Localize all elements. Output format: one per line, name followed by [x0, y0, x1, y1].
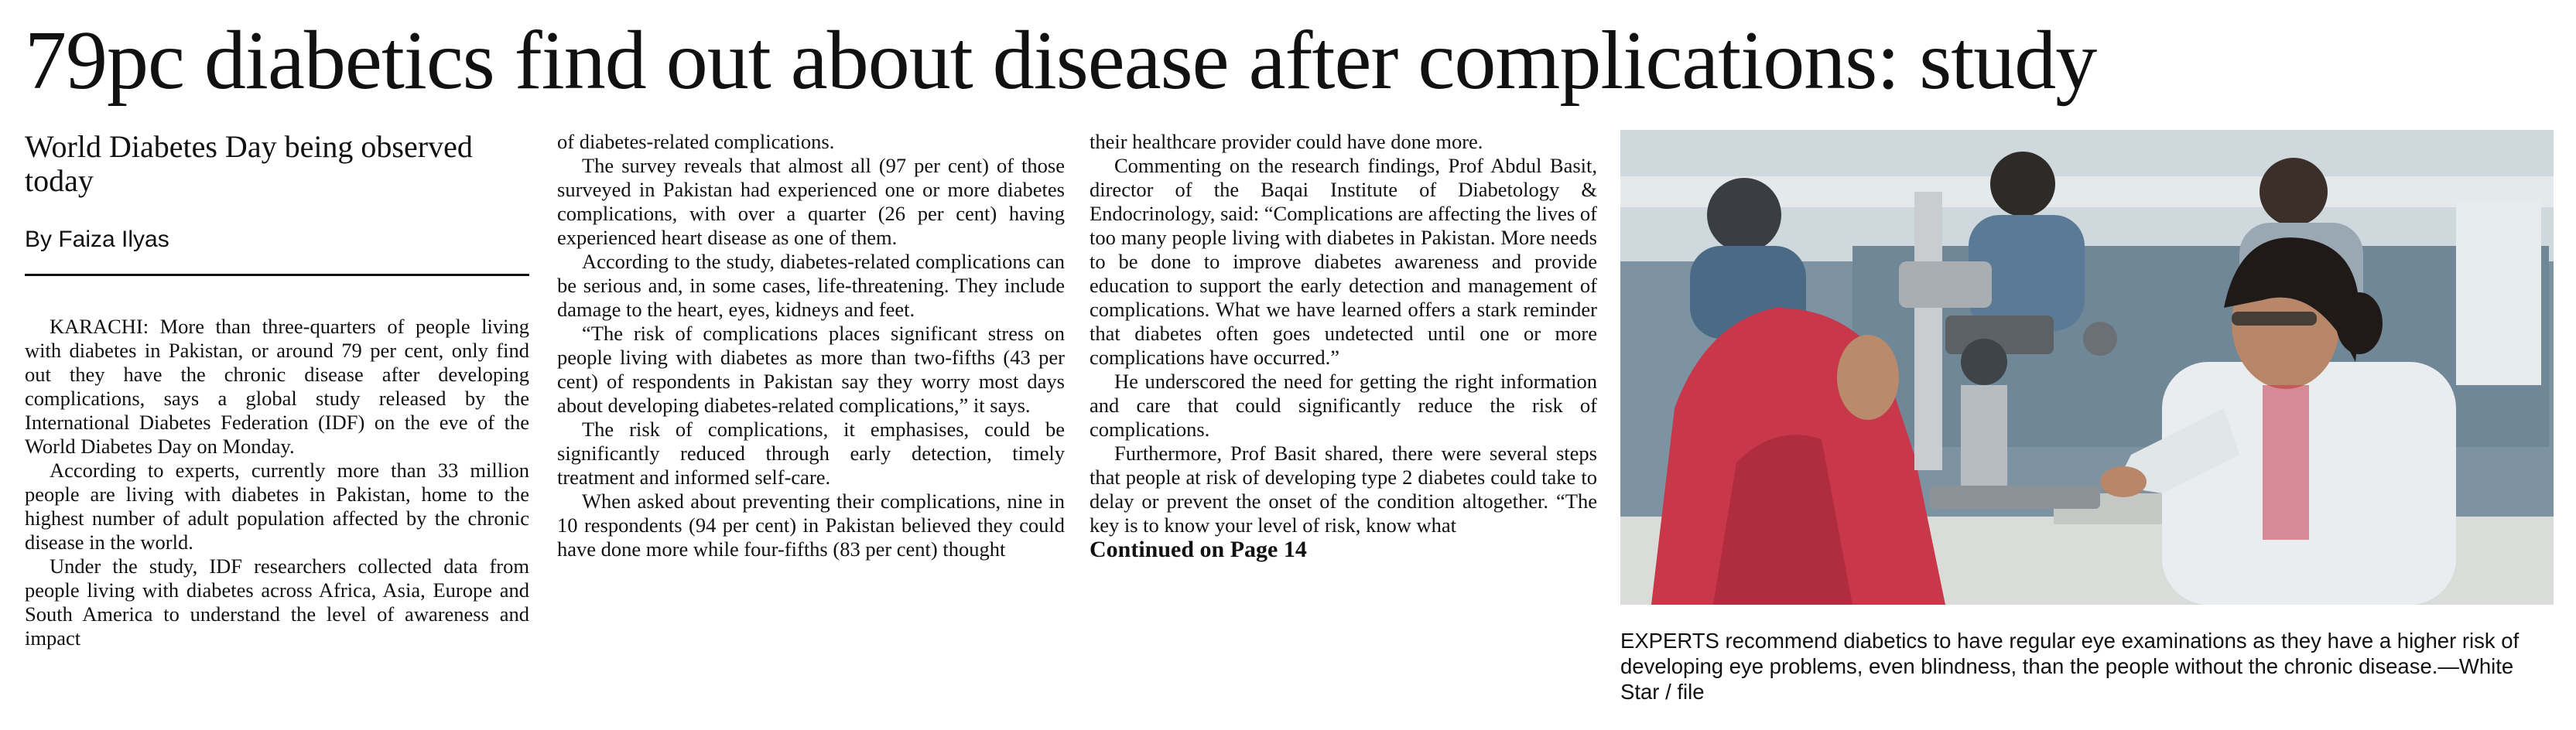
news-photo — [1620, 130, 2554, 605]
paragraph: of diabetes-related complications. — [557, 130, 835, 153]
article-column-1 — [25, 130, 529, 650]
paragraph: He underscored the need for getting the right information and care that could significantly reduce the risk of complications. — [1090, 370, 1597, 441]
paragraph: The risk of complications, it emphasises, could be significantly reduced through early detection, timely treatment and informed self-care. — [557, 418, 1065, 489]
continued-on-page-link[interactable]: Continued on Page 14 — [1090, 537, 1307, 562]
paragraph: Under the study, IDF researchers collected data from people living with diabetes across Africa, Asia, Europe and South America to understand the level of awareness and impact — [25, 554, 529, 650]
paragraph: Furthermore, Prof Basit shared, there were several steps that people at risk of developing type 2 diabetes could take to delay or prevent the onset of the condition altogether. “The key is to know your level of risk, know what — [1090, 442, 1597, 537]
subheadline: World Diabetes Day being observed today — [25, 129, 473, 198]
paragraph: “The risk of complications places significant stress on people living with diabetes as more than two-fifths (43 per cent) of respondents in Pakistan say they worry most days about developing diabetes-related complications,” it says. — [557, 322, 1065, 417]
paragraph: According to experts, currently more than 33 million people are living with diabetes in Pakistan, home to the highest number of adult population affected by the chronic disease in the world. — [25, 459, 529, 554]
paragraph: their healthcare provider could have done more. — [1090, 130, 1483, 153]
headline: 79pc diabetics find out about disease after complications: study — [25, 15, 2097, 107]
paragraph: KARACHI: More than three-quarters of people living with diabetes in Pakistan, or around 79 per cent, only find out they have the chronic disease after developing complications, says a global study released by the International Diabetes Federation (IDF) on the eve of the World Diabetes Day on Monday. — [25, 315, 529, 458]
paragraph: Commenting on the research findings, Prof Abdul Basit, director of the Baqai Institute of Diabetology & Endocrinology, said: “Complications are affecting the lives of too many people living with diabetes in Pakistan. More needs to be done to improve diabetes awareness and provide education to support the early detection and management of complications. What we have learned offers a stark reminder that diabetes often goes undetected until one or more complications have occurred.” — [1090, 154, 1597, 369]
article-column-2 — [557, 130, 1065, 561]
byline: By Faiza Ilyas — [25, 226, 529, 276]
paragraph: The survey reveals that almost all (97 per cent) of those surveyed in Pakistan had experienced one or more diabetes complications, with over a quarter (26 per cent) having experienced heart disease as one of them. — [557, 154, 1065, 249]
photo-caption: EXPERTS recommend diabetics to have regular eye examinations as they have a higher risk of developing eye problems, even blindness, than the people without the chronic disease.—White Star / file — [1620, 629, 2520, 704]
eye-exam-photo-illustration — [1620, 130, 2554, 605]
paragraph: When asked about preventing their complications, nine in 10 respondents (94 per cent) in Pakistan believed they could have done more while four-fifths (83 per cent) thought — [557, 490, 1065, 561]
paragraph: According to the study, diabetes-related complications can be serious and, in some cases, life-threatening. They include damage to the heart, eyes, kidneys and feet. — [557, 250, 1065, 321]
article-column-3 — [1090, 130, 1597, 561]
